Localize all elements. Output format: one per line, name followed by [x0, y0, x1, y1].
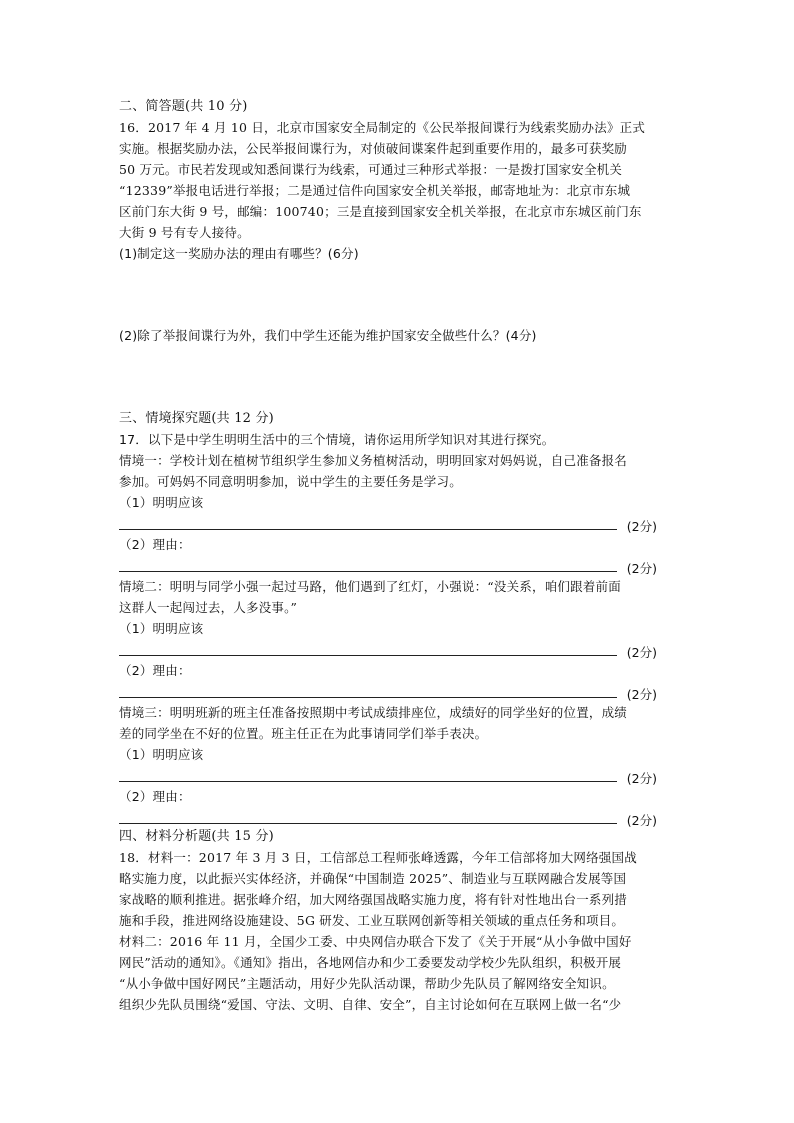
points-label: (2分): [626, 561, 657, 576]
section-4-heading: 四、材料分析题(共 15 分): [119, 829, 274, 844]
points-label: (2分): [626, 813, 657, 828]
scenario-2-line: 这群人一起闯过去，人多没事。”: [119, 600, 298, 615]
q16-text-line: “12339”举报电话进行举报；二是通过信件向国家安全机关举报，邮寄地址为：北京市东城: [119, 183, 631, 198]
material-1-line: 18．材料一：2017 年 3 月 3 日，工信部总工程师张峰透露，今年工信部将加大网络强国战: [119, 850, 637, 865]
answer-line[interactable]: [119, 555, 657, 577]
points-label: (2分): [626, 687, 657, 702]
section-3-heading: 三、情境探究题(共 12 分): [119, 411, 274, 426]
q16-subquestion-2: (2)除了举报间谍行为外，我们中学生还能为维护国家安全做些什么？(4分): [119, 328, 537, 343]
scenario-3-line: 差的同学坐在不好的位置。班主任正在为此事请同学们举手表决。: [119, 726, 488, 741]
material-1-line: 略实施力度，以此振兴实体经济，并确保“中国制造 2025”、制造业与互联网融合发展等国: [119, 871, 627, 886]
scenario-1-line: 情境一：学校计划在植树节组织学生参加义务植树活动，明明回家对妈妈说，自己准备报名: [119, 453, 628, 468]
reason-label: （2）理由：: [119, 537, 191, 552]
scenario-1-line: 参加。可妈妈不同意明明参加，说中学生的主要任务是学习。: [119, 474, 462, 489]
q17-prompt: 17．以下是中学生明明生活中的三个情境，请你运用所学知识对其进行探究。: [119, 432, 555, 447]
should-label: （1）明明应该: [119, 495, 204, 510]
answer-line[interactable]: [119, 513, 657, 535]
q16-text-line: 16．2017 年 4 月 10 日，北京市国家安全局制定的《公民举报间谍行为线索奖励办法》正式: [119, 120, 646, 135]
q16-subquestion-1: (1)制定这一奖励办法的理由有哪些？(6分): [119, 246, 359, 261]
scenario-2-line: 情境二：明明与同学小强一起过马路，他们遇到了红灯，小强说：“没关系，咱们跟着前面: [119, 579, 621, 594]
q16-text-line: 大街 9 号有专人接待。: [119, 225, 250, 240]
points-label: (2分): [626, 771, 657, 786]
answer-line[interactable]: [119, 765, 657, 787]
should-label: （1）明明应该: [119, 747, 204, 762]
section-2-heading: 二、简答题(共 10 分): [119, 99, 248, 114]
material-2-line: 网民”活动的通知》。《通知》指出，各地网信办和少工委要发动学校少先队组织，积极开展: [119, 955, 622, 970]
material-2-line: 材料二：2016 年 11 月，全国少工委、中央网信办联合下发了《关于开展“从小争做中国好: [119, 934, 632, 949]
material-2-line: 组织少先队员围绕“爱国、守法、文明、自律、安全”，自主讨论如何在互联网上做一名“少: [119, 997, 622, 1012]
material-1-line: 家战略的顺利推进。据张峰介绍，加大网络强国战略实施力度，将有针对性地出台一系列措: [119, 892, 628, 907]
scenario-3-line: 情境三：明明班新的班主任准备按照期中考试成绩排座位，成绩好的同学坐好的位置，成绩: [119, 705, 628, 720]
answer-line[interactable]: [119, 639, 657, 661]
material-2-line: “从小争做中国好网民”主题活动，用好少先队活动课，帮助少先队员了解网络安全知识。: [119, 976, 615, 991]
reason-label: （2）理由：: [119, 789, 191, 804]
material-1-line: 施和手段，推进网络设施建设、5G 研发、工业互联网创新等相关领域的重点任务和项目。: [119, 913, 625, 928]
q16-text-line: 区前门东大街 9 号，邮编：100740；三是直接到国家安全机关举报，在北京市东城区前门东: [119, 204, 642, 219]
answer-line[interactable]: [119, 681, 657, 703]
should-label: （1）明明应该: [119, 621, 204, 636]
q16-text-line: 50 万元。市民若发现或知悉间谍行为线索，可通过三种形式举报：一是拨打国家安全机关: [119, 162, 623, 177]
points-label: (2分): [626, 645, 657, 660]
q16-text-line: 实施。根据奖励办法，公民举报间谍行为，对侦破间谍案件起到重要作用的，最多可获奖励: [119, 141, 628, 156]
points-label: (2分): [626, 519, 657, 534]
reason-label: （2）理由：: [119, 663, 191, 678]
